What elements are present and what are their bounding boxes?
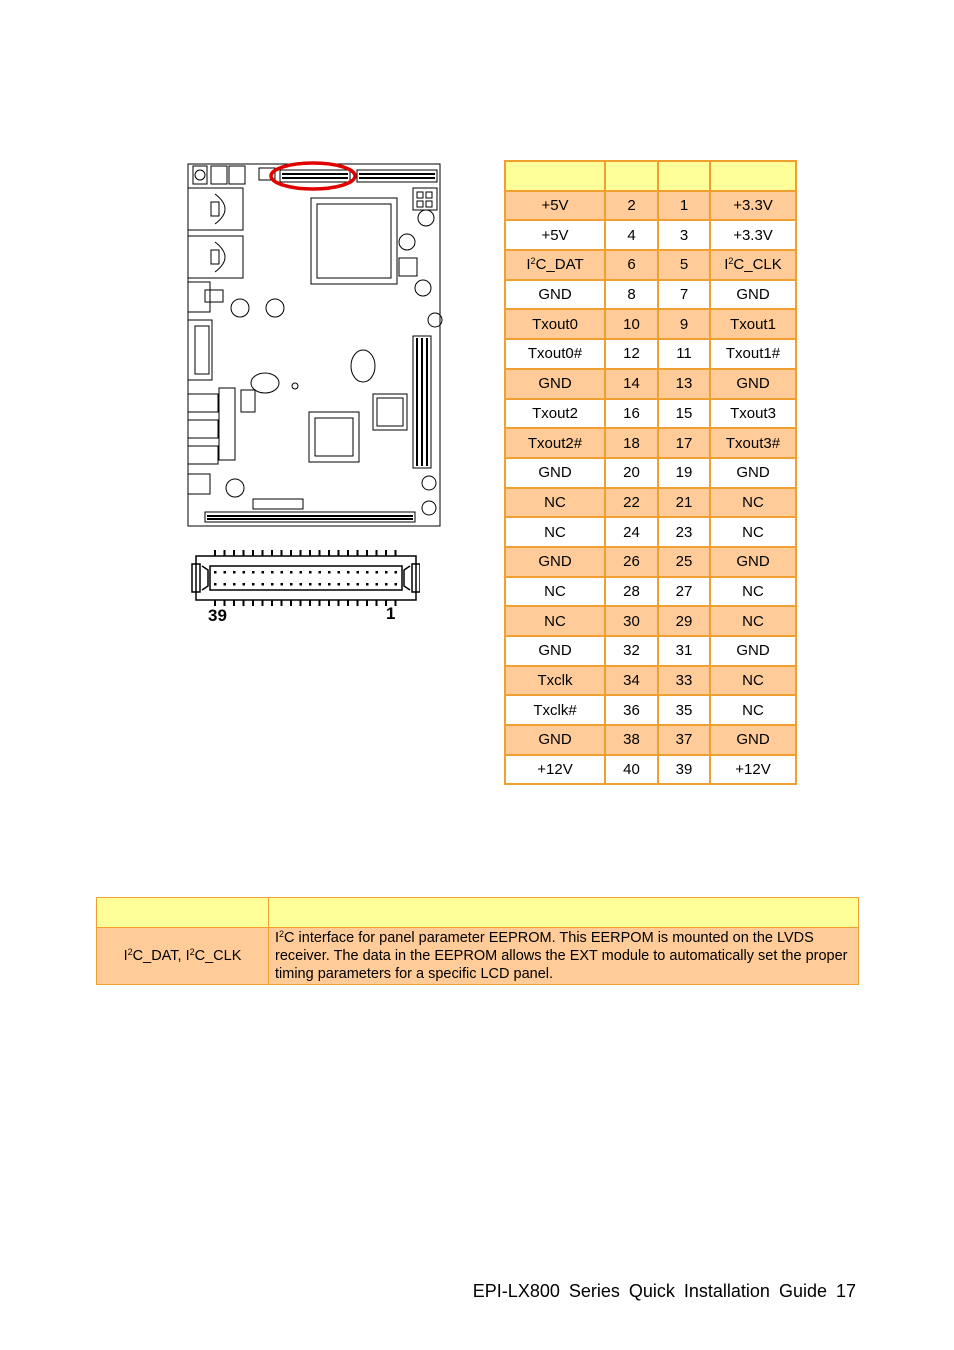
left-pin-number-cell: 22 xyxy=(605,488,658,518)
left-pin-number-cell: 4 xyxy=(605,220,658,250)
right-signal-cell: GND xyxy=(710,547,796,577)
connector-pin-contact xyxy=(233,571,236,574)
left-pin-number-cell: 32 xyxy=(605,636,658,666)
right-pin-number-cell: 9 xyxy=(658,309,710,339)
right-signal-cell: NC xyxy=(710,666,796,696)
connector-pin-lead xyxy=(271,550,273,556)
connector-pin-lead xyxy=(347,600,349,606)
pin-table-row xyxy=(505,666,796,696)
right-signal-cell: +12V xyxy=(710,755,796,785)
right-signal-cell: +3.3V xyxy=(710,191,796,221)
left-signal-cell: +5V xyxy=(505,220,605,250)
connector-pin-lead xyxy=(328,550,330,556)
pin-table-row xyxy=(505,577,796,607)
connector-pin-lead xyxy=(262,600,264,606)
left-signal-cell: NC xyxy=(505,577,605,607)
right-signal-cell: GND xyxy=(710,280,796,310)
description-table-header-row xyxy=(97,898,859,928)
connector-pin-lead xyxy=(347,550,349,556)
connector-pin-contact xyxy=(338,571,341,574)
left-signal-cell: Txout0 xyxy=(505,309,605,339)
board-layout-diagram xyxy=(185,158,443,530)
connector-pin-contact xyxy=(300,583,303,586)
connector-pin-lead xyxy=(252,600,254,606)
left-pin-number-cell: 14 xyxy=(605,369,658,399)
connector-pin-lead xyxy=(243,600,245,606)
connector-pin-lead xyxy=(376,550,378,556)
signal-description-cell: $I^2C$ interface for panel parameter EEPROM. This EERPOM is mounted on the LVDS receiver. The data in the EEPROM allows the EXT module to automatically set the proper timing parameters for a specific LCD panel. xyxy=(269,928,859,985)
connector-pin-lead xyxy=(309,600,311,606)
right-signal-cell: NC xyxy=(710,517,796,547)
right-pin-number-cell: 27 xyxy=(658,577,710,607)
right-signal-cell: GND xyxy=(710,725,796,755)
pin-table-row xyxy=(505,220,796,250)
connector-pin-lead xyxy=(224,550,226,556)
pin-table-row xyxy=(505,606,796,636)
left-pin-number-cell: 24 xyxy=(605,517,658,547)
pin-table-row xyxy=(505,725,796,755)
connector-pin-contact xyxy=(319,583,322,586)
right-pin-number-cell: 15 xyxy=(658,399,710,429)
left-pin-number-cell: 40 xyxy=(605,755,658,785)
right-signal-cell: GND xyxy=(710,369,796,399)
page-footer: EPI-LX800 Series Quick Installation Guide 17 xyxy=(472,1281,856,1301)
left-signal-cell: Txout0# xyxy=(505,339,605,369)
right-signal-cell: GND xyxy=(710,458,796,488)
pin-table-row xyxy=(505,488,796,518)
connector-pin-contact xyxy=(224,571,227,574)
connector-pin-contact xyxy=(347,583,350,586)
right-pin-number-cell: 35 xyxy=(658,695,710,725)
connector-pin-contact xyxy=(224,583,227,586)
left-pin-number-cell: 30 xyxy=(605,606,658,636)
pin-table-row xyxy=(505,280,796,310)
right-signal-cell: NC xyxy=(710,606,796,636)
connector-pin-lead xyxy=(366,550,368,556)
pin-table-row xyxy=(505,428,796,458)
connector-pin-contact xyxy=(357,571,360,574)
signal-name-cell: $I^2C\_DAT$, $I^2C\_CLK$ xyxy=(97,928,269,985)
connector-pin-lead xyxy=(290,550,292,556)
right-pin-number-cell: 21 xyxy=(658,488,710,518)
connector-pin-contact xyxy=(338,583,341,586)
pin-assignment-table xyxy=(504,160,797,785)
pin-table-row xyxy=(505,547,796,577)
pin-table-row xyxy=(505,339,796,369)
connector-pin-contact xyxy=(214,583,217,586)
left-signal-cell: GND xyxy=(505,458,605,488)
connector-pin-lead xyxy=(395,550,397,556)
left-signal-cell: NC xyxy=(505,488,605,518)
left-pin-number-cell: 20 xyxy=(605,458,658,488)
right-pin-number-cell: 37 xyxy=(658,725,710,755)
right-pin-number-cell: 1 xyxy=(658,191,710,221)
connector-pin-lead xyxy=(376,600,378,606)
connector-pin-contact xyxy=(243,571,246,574)
connector-pin-lead xyxy=(243,550,245,556)
left-pin-number-cell: 8 xyxy=(605,280,658,310)
header-cell-signal-right xyxy=(710,161,796,191)
connector-pin-label-right: 1 xyxy=(386,604,396,623)
pin-table-row xyxy=(505,755,796,785)
connector-pin-lead xyxy=(328,600,330,606)
connector-pin-contact xyxy=(385,571,388,574)
connector-pin-contact xyxy=(366,583,369,586)
right-signal-cell: Txout3# xyxy=(710,428,796,458)
connector-pin-lead xyxy=(357,550,359,556)
connector-pin-lead xyxy=(233,600,235,606)
description-row xyxy=(97,928,859,985)
left-signal-cell: Txclk# xyxy=(505,695,605,725)
right-pin-number-cell: 29 xyxy=(658,606,710,636)
connector-pin-contact xyxy=(290,571,293,574)
right-pin-number-cell: 23 xyxy=(658,517,710,547)
left-signal-cell: Txout2 xyxy=(505,399,605,429)
connector-pin-lead xyxy=(338,550,340,556)
left-pin-number-cell: 36 xyxy=(605,695,658,725)
connector-pin-lead xyxy=(319,600,321,606)
pin-table-row xyxy=(505,369,796,399)
connector-pin-lead xyxy=(309,550,311,556)
connector-pin-contact xyxy=(214,571,217,574)
pin-table-header-row xyxy=(505,161,796,191)
connector-pin-contact xyxy=(395,583,398,586)
connector-pin-contact xyxy=(243,583,246,586)
left-pin-number-cell: 2 xyxy=(605,191,658,221)
connector-pin-contact xyxy=(319,571,322,574)
connector-pin-contact xyxy=(347,571,350,574)
board-layout-svg xyxy=(185,158,443,530)
header-cell-pin-right xyxy=(658,161,710,191)
left-pin-number-cell: 28 xyxy=(605,577,658,607)
right-pin-number-cell: 39 xyxy=(658,755,710,785)
connector-pin-lead xyxy=(366,600,368,606)
pin-table-row xyxy=(505,636,796,666)
connector-pin-lead xyxy=(385,550,387,556)
connector-pin-contact xyxy=(328,583,331,586)
left-signal-cell: Txout2# xyxy=(505,428,605,458)
right-pin-number-cell: 17 xyxy=(658,428,710,458)
connector-pin-lead xyxy=(319,550,321,556)
connector-pin-contact xyxy=(252,583,255,586)
pin-table-row xyxy=(505,250,796,280)
connector-svg xyxy=(188,548,420,626)
connector-pin-lead xyxy=(271,600,273,606)
left-pin-number-cell: 38 xyxy=(605,725,658,755)
header-cell-signal-left xyxy=(505,161,605,191)
pin-table-row xyxy=(505,458,796,488)
connector-pin-lead xyxy=(290,600,292,606)
pin-table-row xyxy=(505,517,796,547)
right-pin-number-cell: 33 xyxy=(658,666,710,696)
connector-pinout-diagram xyxy=(188,548,420,626)
left-signal-cell: GND xyxy=(505,725,605,755)
connector-pin-contact xyxy=(252,571,255,574)
left-pin-number-cell: 16 xyxy=(605,399,658,429)
header-cell-description xyxy=(269,898,859,928)
left-pin-number-cell: 18 xyxy=(605,428,658,458)
connector-pin-contact xyxy=(281,571,284,574)
connector-pin-contact xyxy=(281,583,284,586)
right-signal-cell: NC xyxy=(710,695,796,725)
connector-pin-contact xyxy=(262,583,265,586)
right-signal-cell: NC xyxy=(710,488,796,518)
left-pin-number-cell: 12 xyxy=(605,339,658,369)
connector-pin-contact xyxy=(271,571,274,574)
connector-pin-lead xyxy=(214,550,216,556)
right-signal-cell: NC xyxy=(710,577,796,607)
connector-pin-lead xyxy=(262,550,264,556)
left-pin-number-cell: 10 xyxy=(605,309,658,339)
right-signal-cell: Txout1 xyxy=(710,309,796,339)
connector-pin-contact xyxy=(376,583,379,586)
right-pin-number-cell: 7 xyxy=(658,280,710,310)
pin-table-row xyxy=(505,695,796,725)
left-signal-cell: NC xyxy=(505,606,605,636)
connector-pin-lead xyxy=(281,600,283,606)
left-pin-number-cell: 34 xyxy=(605,666,658,696)
connector-pin-contact xyxy=(233,583,236,586)
connector-pin-contact xyxy=(309,571,312,574)
connector-pin-label-left: 39 xyxy=(208,606,227,625)
connector-pin-lead xyxy=(252,550,254,556)
connector-pin-lead xyxy=(281,550,283,556)
connector-pin-lead xyxy=(300,550,302,556)
connector-pin-contact xyxy=(366,571,369,574)
right-pin-number-cell: 3 xyxy=(658,220,710,250)
left-signal-cell: +12V xyxy=(505,755,605,785)
connector-pin-contact xyxy=(262,571,265,574)
left-signal-cell: GND xyxy=(505,636,605,666)
pin-table-row xyxy=(505,191,796,221)
connector-pin-contact xyxy=(300,571,303,574)
left-pin-number-cell: 6 xyxy=(605,250,658,280)
signal-description-table xyxy=(96,897,859,985)
header-cell-signal xyxy=(97,898,269,928)
connector-pin-contact xyxy=(290,583,293,586)
right-pin-number-cell: 5 xyxy=(658,250,710,280)
left-signal-cell: $I^2C\_DAT$ xyxy=(505,250,605,280)
connector-pin-lead xyxy=(357,600,359,606)
right-signal-cell: Txout1# xyxy=(710,339,796,369)
left-pin-number-cell: 26 xyxy=(605,547,658,577)
right-signal-cell: Txout3 xyxy=(710,399,796,429)
connector-pin-contact xyxy=(385,583,388,586)
connector-pin-lead xyxy=(233,550,235,556)
header-cell-pin-left xyxy=(605,161,658,191)
connector-pin-lead xyxy=(338,600,340,606)
connector-pin-contact xyxy=(357,583,360,586)
right-pin-number-cell: 19 xyxy=(658,458,710,488)
right-signal-cell: +3.3V xyxy=(710,220,796,250)
connector-pin-contact xyxy=(376,571,379,574)
right-signal-cell: $I^2C\_CLK$ xyxy=(710,250,796,280)
left-signal-cell: GND xyxy=(505,369,605,399)
right-signal-cell: GND xyxy=(710,636,796,666)
pin-table-row xyxy=(505,399,796,429)
connector-pin-contact xyxy=(271,583,274,586)
left-signal-cell: GND xyxy=(505,547,605,577)
connector-pin-contact xyxy=(395,571,398,574)
left-signal-cell: +5V xyxy=(505,191,605,221)
left-signal-cell: GND xyxy=(505,280,605,310)
right-pin-number-cell: 13 xyxy=(658,369,710,399)
right-pin-number-cell: 25 xyxy=(658,547,710,577)
right-pin-number-cell: 31 xyxy=(658,636,710,666)
pin-table-row xyxy=(505,309,796,339)
connector-pin-contact xyxy=(328,571,331,574)
right-pin-number-cell: 11 xyxy=(658,339,710,369)
left-signal-cell: NC xyxy=(505,517,605,547)
connector-pin-contact xyxy=(309,583,312,586)
left-signal-cell: Txclk xyxy=(505,666,605,696)
connector-pin-lead xyxy=(300,600,302,606)
